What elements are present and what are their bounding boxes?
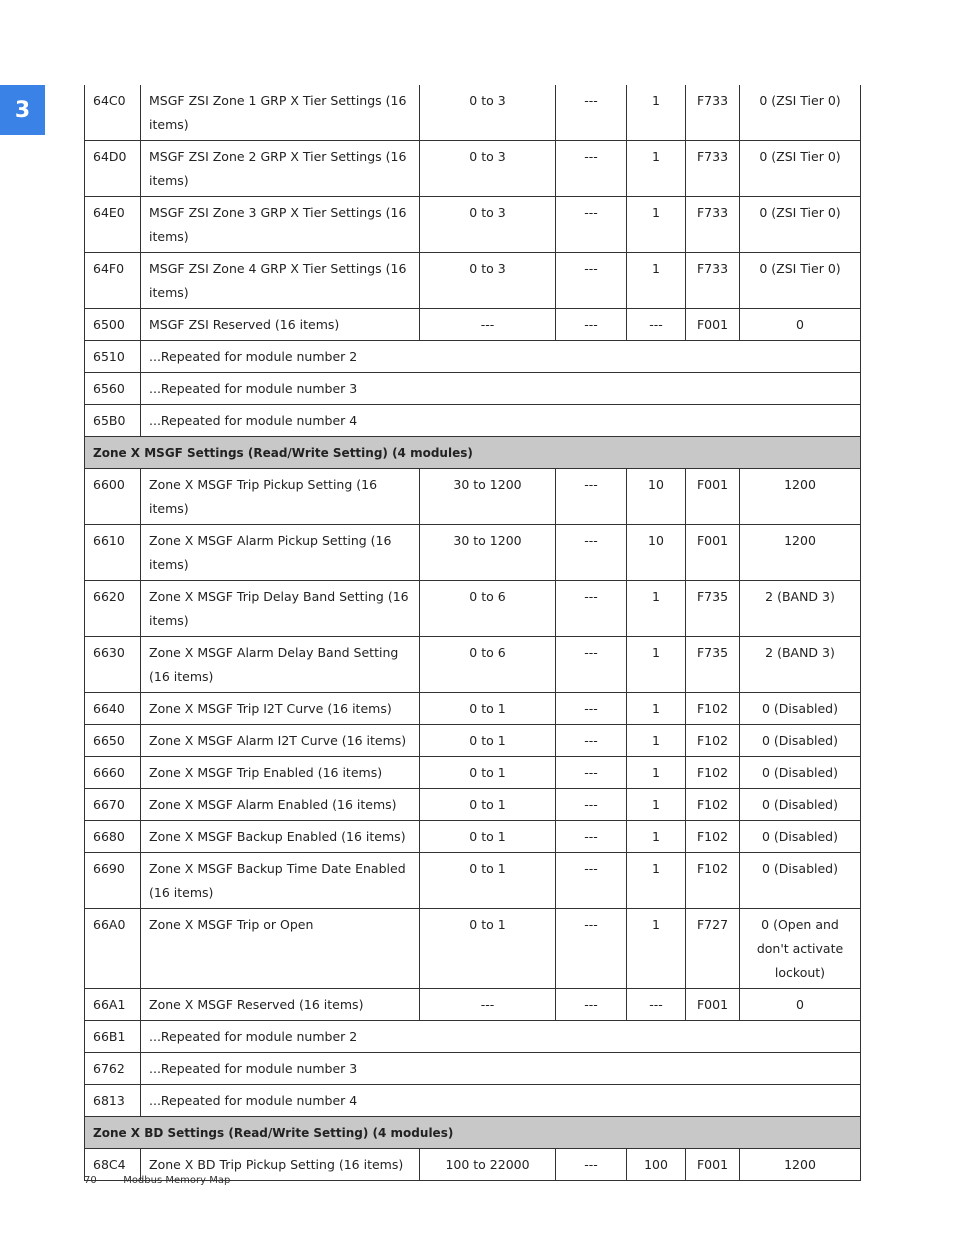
table-row (85, 757, 861, 789)
register-address-cell: 6680 (85, 821, 141, 853)
register-units-cell: --- (556, 637, 627, 693)
section-header-title: Zone X BD Settings (Read/Write Setting) (4 modules) (85, 1117, 861, 1149)
register-description-cell: Zone X MSGF Reserved (16 items) (141, 989, 420, 1021)
register-format-cell: F735 (686, 581, 740, 637)
register-range-cell: 100 to 22000 (420, 1149, 556, 1181)
register-range-cell: 0 to 3 (420, 85, 556, 141)
register-format-cell: F735 (686, 637, 740, 693)
register-format-cell: F733 (686, 141, 740, 197)
register-format-cell: F001 (686, 525, 740, 581)
table-row (85, 85, 861, 141)
register-step-cell: 100 (627, 1149, 686, 1181)
register-range-cell: 0 to 3 (420, 141, 556, 197)
register-default-cell: 0 (ZSI Tier 0) (740, 85, 861, 141)
repeat-note-cell: ...Repeated for module number 4 (141, 1085, 861, 1117)
register-units-cell: --- (556, 85, 627, 141)
register-address-cell: 66B1 (85, 1021, 141, 1053)
register-step-cell: 10 (627, 469, 686, 525)
page-footer (84, 1175, 230, 1186)
table-row (85, 853, 861, 909)
register-format-cell: F733 (686, 197, 740, 253)
register-default-cell: 0 (ZSI Tier 0) (740, 253, 861, 309)
register-format-cell: F001 (686, 309, 740, 341)
register-units-cell: --- (556, 693, 627, 725)
register-format-cell: F001 (686, 469, 740, 525)
register-description-cell: Zone X BD Trip Pickup Setting (16 items) (141, 1149, 420, 1181)
register-description-cell: Zone X MSGF Trip Enabled (16 items) (141, 757, 420, 789)
register-range-cell: --- (420, 309, 556, 341)
table-row (85, 693, 861, 725)
table-row (85, 525, 861, 581)
register-units-cell: --- (556, 909, 627, 989)
register-description-cell: Zone X MSGF Alarm I2T Curve (16 items) (141, 725, 420, 757)
register-step-cell: --- (627, 309, 686, 341)
register-description-cell: Zone X MSGF Alarm Pickup Setting (16 items) (141, 525, 420, 581)
register-description-cell: Zone X MSGF Backup Time Date Enabled (16 items) (141, 853, 420, 909)
page-number: 70 (84, 1175, 97, 1186)
register-format-cell: F733 (686, 85, 740, 141)
register-address-cell: 65B0 (85, 405, 141, 437)
register-step-cell: 1 (627, 581, 686, 637)
register-default-cell: 0 (Disabled) (740, 757, 861, 789)
register-address-cell: 6650 (85, 725, 141, 757)
register-units-cell: --- (556, 989, 627, 1021)
register-address-cell: 6813 (85, 1085, 141, 1117)
section-header-row (85, 1117, 861, 1149)
table-row (85, 821, 861, 853)
register-format-cell: F102 (686, 853, 740, 909)
register-address-cell: 6600 (85, 469, 141, 525)
register-step-cell: 1 (627, 725, 686, 757)
register-address-cell: 6690 (85, 853, 141, 909)
register-step-cell: 1 (627, 693, 686, 725)
section-header-title: Zone X MSGF Settings (Read/Write Setting) (4 modules) (85, 437, 861, 469)
repeat-note-cell: ...Repeated for module number 3 (141, 373, 861, 405)
register-description-cell: Zone X MSGF Trip Delay Band Setting (16 items) (141, 581, 420, 637)
repeat-note-cell: ...Repeated for module number 2 (141, 1021, 861, 1053)
register-default-cell: 0 (Disabled) (740, 725, 861, 757)
register-step-cell: 1 (627, 85, 686, 141)
modbus-memory-map-table (84, 85, 861, 1181)
register-default-cell: 0 (ZSI Tier 0) (740, 141, 861, 197)
section-header-row (85, 437, 861, 469)
register-range-cell: 0 to 1 (420, 757, 556, 789)
register-default-cell: 1200 (740, 1149, 861, 1181)
table-row (85, 581, 861, 637)
register-default-cell: 0 (Open and don't activate lockout) (740, 909, 861, 989)
register-format-cell: F001 (686, 1149, 740, 1181)
register-default-cell: 2 (BAND 3) (740, 581, 861, 637)
register-default-cell: 0 (740, 309, 861, 341)
register-address-cell: 66A1 (85, 989, 141, 1021)
table-row (85, 141, 861, 197)
register-format-cell: F102 (686, 821, 740, 853)
register-step-cell: 1 (627, 637, 686, 693)
register-step-cell: 1 (627, 197, 686, 253)
register-address-cell: 64C0 (85, 85, 141, 141)
register-description-cell: Zone X MSGF Alarm Delay Band Setting (16 items) (141, 637, 420, 693)
register-range-cell: 0 to 6 (420, 581, 556, 637)
register-units-cell: --- (556, 253, 627, 309)
register-address-cell: 64F0 (85, 253, 141, 309)
register-range-cell: 0 to 1 (420, 853, 556, 909)
register-description-cell: Zone X MSGF Trip or Open (141, 909, 420, 989)
register-units-cell: --- (556, 197, 627, 253)
register-address-cell: 6560 (85, 373, 141, 405)
repeat-row (85, 373, 861, 405)
table-row (85, 789, 861, 821)
register-description-cell: MSGF ZSI Zone 4 GRP X Tier Settings (16 items) (141, 253, 420, 309)
register-default-cell: 2 (BAND 3) (740, 637, 861, 693)
register-range-cell: 0 to 1 (420, 909, 556, 989)
register-default-cell: 0 (Disabled) (740, 821, 861, 853)
register-default-cell: 0 (Disabled) (740, 853, 861, 909)
table-row (85, 197, 861, 253)
register-format-cell: F727 (686, 909, 740, 989)
register-step-cell: 1 (627, 789, 686, 821)
register-units-cell: --- (556, 1149, 627, 1181)
register-step-cell: 1 (627, 821, 686, 853)
register-units-cell: --- (556, 141, 627, 197)
register-default-cell: 0 (ZSI Tier 0) (740, 197, 861, 253)
register-description-cell: MSGF ZSI Zone 2 GRP X Tier Settings (16 items) (141, 141, 420, 197)
register-address-cell: 6610 (85, 525, 141, 581)
register-step-cell: 10 (627, 525, 686, 581)
register-format-cell: F733 (686, 253, 740, 309)
register-format-cell: F102 (686, 693, 740, 725)
register-step-cell: 1 (627, 909, 686, 989)
register-address-cell: 6510 (85, 341, 141, 373)
register-address-cell: 64E0 (85, 197, 141, 253)
repeat-note-cell: ...Repeated for module number 4 (141, 405, 861, 437)
register-step-cell: 1 (627, 757, 686, 789)
repeat-row (85, 341, 861, 373)
register-address-cell: 6660 (85, 757, 141, 789)
register-range-cell: 0 to 6 (420, 637, 556, 693)
register-address-cell: 6620 (85, 581, 141, 637)
register-default-cell: 1200 (740, 525, 861, 581)
register-range-cell: --- (420, 989, 556, 1021)
register-description-cell: MSGF ZSI Reserved (16 items) (141, 309, 420, 341)
register-format-cell: F102 (686, 757, 740, 789)
table-row (85, 309, 861, 341)
register-address-cell: 6762 (85, 1053, 141, 1085)
register-description-cell: Zone X MSGF Trip Pickup Setting (16 items) (141, 469, 420, 525)
register-units-cell: --- (556, 789, 627, 821)
register-address-cell: 6630 (85, 637, 141, 693)
register-address-cell: 66A0 (85, 909, 141, 989)
register-range-cell: 30 to 1200 (420, 525, 556, 581)
register-step-cell: 1 (627, 253, 686, 309)
register-units-cell: --- (556, 853, 627, 909)
repeat-row (85, 405, 861, 437)
register-units-cell: --- (556, 581, 627, 637)
register-step-cell: 1 (627, 141, 686, 197)
register-range-cell: 0 to 1 (420, 821, 556, 853)
repeat-note-cell: ...Repeated for module number 3 (141, 1053, 861, 1085)
table-row (85, 253, 861, 309)
repeat-row (85, 1085, 861, 1117)
register-format-cell: F102 (686, 725, 740, 757)
register-description-cell: Zone X MSGF Backup Enabled (16 items) (141, 821, 420, 853)
register-default-cell: 1200 (740, 469, 861, 525)
register-default-cell: 0 (Disabled) (740, 693, 861, 725)
table-row (85, 725, 861, 757)
register-range-cell: 30 to 1200 (420, 469, 556, 525)
register-units-cell: --- (556, 725, 627, 757)
register-address-cell: 6670 (85, 789, 141, 821)
register-description-cell: Zone X MSGF Alarm Enabled (16 items) (141, 789, 420, 821)
register-units-cell: --- (556, 309, 627, 341)
register-address-cell: 6640 (85, 693, 141, 725)
register-units-cell: --- (556, 525, 627, 581)
register-step-cell: 1 (627, 853, 686, 909)
register-units-cell: --- (556, 821, 627, 853)
register-units-cell: --- (556, 469, 627, 525)
footer-section-title: Modbus Memory Map (123, 1175, 231, 1186)
register-range-cell: 0 to 1 (420, 693, 556, 725)
register-range-cell: 0 to 1 (420, 789, 556, 821)
register-range-cell: 0 to 3 (420, 197, 556, 253)
register-description-cell: Zone X MSGF Trip I2T Curve (16 items) (141, 693, 420, 725)
register-range-cell: 0 to 1 (420, 725, 556, 757)
table-row (85, 469, 861, 525)
repeat-row (85, 1021, 861, 1053)
register-format-cell: F001 (686, 989, 740, 1021)
table-row (85, 909, 861, 989)
register-units-cell: --- (556, 757, 627, 789)
register-default-cell: 0 (740, 989, 861, 1021)
table-row (85, 637, 861, 693)
register-address-cell: 68C4 (85, 1149, 141, 1181)
chapter-tab: 3 (0, 85, 45, 135)
register-address-cell: 64D0 (85, 141, 141, 197)
register-default-cell: 0 (Disabled) (740, 789, 861, 821)
register-description-cell: MSGF ZSI Zone 3 GRP X Tier Settings (16 items) (141, 197, 420, 253)
table-row (85, 989, 861, 1021)
register-address-cell: 6500 (85, 309, 141, 341)
register-format-cell: F102 (686, 789, 740, 821)
register-range-cell: 0 to 3 (420, 253, 556, 309)
register-description-cell: MSGF ZSI Zone 1 GRP X Tier Settings (16 items) (141, 85, 420, 141)
repeat-note-cell: ...Repeated for module number 2 (141, 341, 861, 373)
register-step-cell: --- (627, 989, 686, 1021)
repeat-row (85, 1053, 861, 1085)
